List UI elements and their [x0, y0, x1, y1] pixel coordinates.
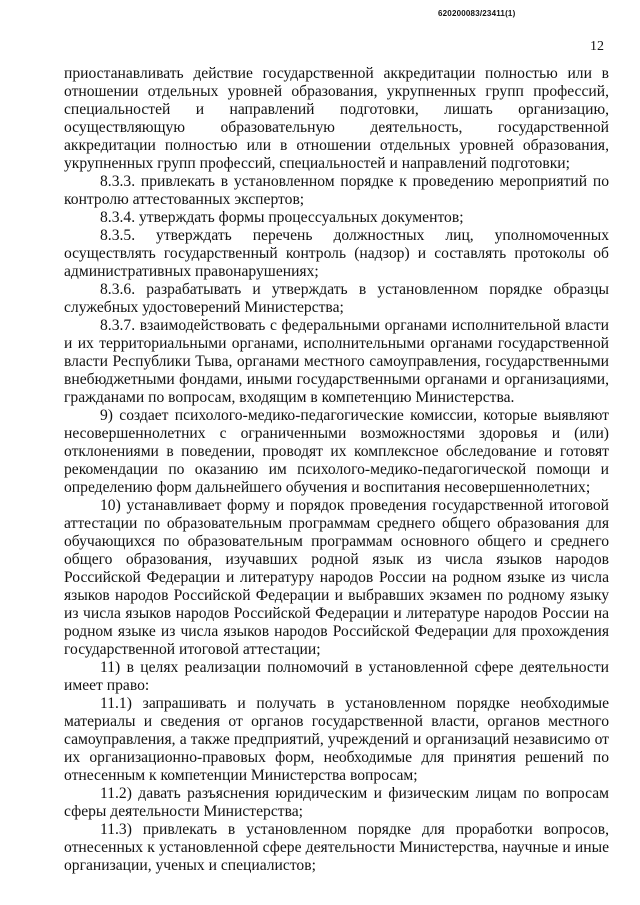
paragraph-10: 10) устанавливает форму и порядок проведения государственной итоговой аттестации по образовательным программам среднего общего образования для обучающихся по образовательным программам основного общего и среднего общего образования, изучавших родной язык из числа языков народов Российской Федерации и литературу народов России на родном языке из числа языков народов Российской Федерации и выбравших экзамен по родному языку из числа языков народов Российской Федерации и литературе народов России на родном языке из числа языков народов Российской Федерации для прохождения государственной итоговой аттестации;: [64, 497, 609, 658]
paragraph-9: 9) создает психолого-медико-педагогические комиссии, которые выявляют несовершеннолетних с ограниченными возможностями здоровья и (или) отклонениями в поведении, проводят их комплексное обследование и готовят рекомендации по оказанию им психолого-медико-педагогической помощи и определению форм дальнейшего обучения и воспитания несовершеннолетних;: [64, 407, 609, 496]
paragraph-continuation: приостанавливать действие государственной аккредитации полностью или в отношении отдельных уровней образования, укрупненных групп профессий, специальностей и направлений подготовки, лишать организацию, осуществляющую образовательную деятельность, государственной аккредитации полностью или в отношении отдельных уровней образования, укрупненных групп профессий, специальностей и направлений подготовки;: [64, 65, 609, 172]
page-number: 12: [590, 39, 604, 54]
paragraph-8-3-3: 8.3.3. привлекать в установленном порядке к проведению мероприятий по контролю аттестованных экспертов;: [64, 173, 609, 208]
document-code: 620200083/23411(1): [438, 9, 516, 18]
paragraph-11-3: 11.3) привлекать в установленном порядке для проработки вопросов, отнесенных к установленной сфере деятельности Министерства, научные и иные организации, ученых и специалистов;: [64, 821, 609, 874]
paragraph-8-3-7: 8.3.7. взаимодействовать с федеральными органами исполнительной власти и их территориальными органами, исполнительными органами государственной власти Республики Тыва, органами местного самоуправления, государственными внебюджетными фондами, иными государственными органами и организациями, гражданами по вопросам, входящим в компетенцию Министерства.: [64, 317, 609, 406]
paragraph-8-3-6: 8.3.6. разрабатывать и утверждать в установленном порядке образцы служебных удостоверений Министерства;: [64, 281, 609, 316]
document-body: [64, 65, 609, 875]
paragraph-11-1: 11.1) запрашивать и получать в установленном порядке необходимые материалы и сведения от органов государственной власти, органов местного самоуправления, а также предприятий, учреждений и организаций независимо от их организационно-правовых форм, необходимые для принятия решений по отнесенным к компетенции Министерства вопросам;: [64, 695, 609, 784]
paragraph-8-3-4: 8.3.4. утверждать формы процессуальных документов;: [100, 209, 464, 226]
paragraph-11: 11) в целях реализации полномочий в установленной сфере деятельности имеет право:: [64, 659, 609, 694]
paragraph-8-3-5: 8.3.5. утверждать перечень должностных лиц, уполномоченных осуществлять государственный контроль (надзор) и составлять протоколы об административных правонарушениях;: [64, 227, 609, 280]
paragraph-11-2: 11.2) давать разъяснения юридическим и физическим лицам по вопросам сферы деятельности Министерства;: [64, 785, 609, 820]
